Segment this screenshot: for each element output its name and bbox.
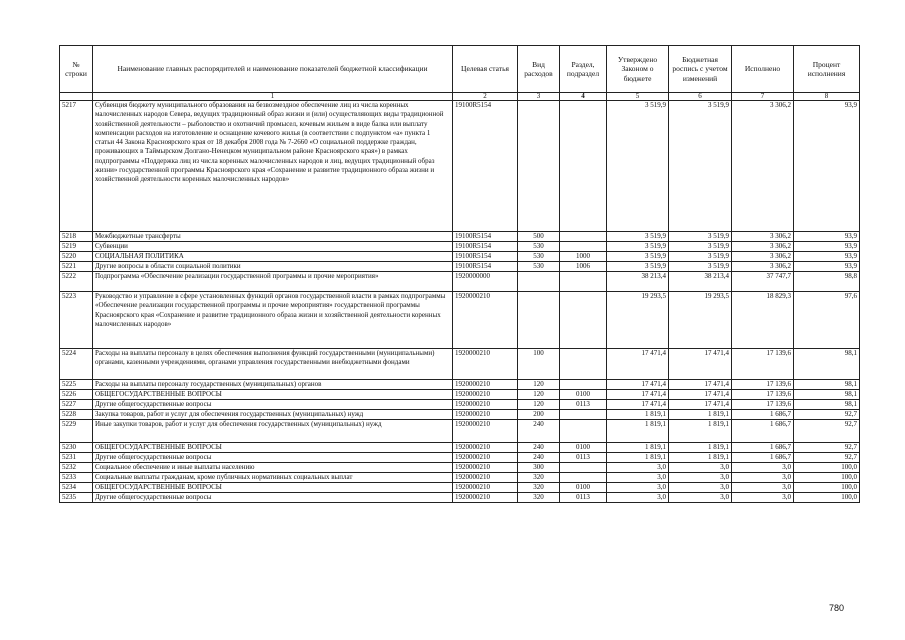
approved-amount: 3 519,9 [607, 242, 669, 252]
target-article: 1920000210 [453, 463, 518, 473]
table-row [60, 400, 860, 410]
target-article: 1920000210 [453, 443, 518, 453]
column-number: 4 [560, 93, 607, 101]
target-article: 1920000210 [453, 400, 518, 410]
column-number: 3 [518, 93, 560, 101]
executed-amount: 3 306,2 [732, 242, 794, 252]
target-article: 19100R5154 [453, 262, 518, 272]
row-name: Межбюджетные трансферты [93, 232, 453, 242]
section-code [560, 292, 607, 349]
row-name: Субвенция бюджету муниципального образования на безвозмездное обеспечение лиц из числа коренных малочисленных народов Севера, ведущих традиционный образ жизни и (или) осуществляющих виды традиционной хозяйственной деятельности – рыболовство и охотничий промысел, кочевым жильем в виде балка или выплату компенсации расходов на изготовление и оснащение кочевого жилья (в соответствии с подпунктом «а» пункта 1 статьи 44 Закона Красноярского края от 18 декабря 2008 года № 7-2660 «О социальной поддержке граждан, проживающих в Таймырском Долгано-Ненецком муниципальном районе Красноярского края») в рамках подпрограммы «Поддержка лиц из числа коренных малочисленных народов и лиц, ведущих традиционный образ жизни» государственной программы Красноярского края «Сохранение и развитие традиционного образа жизни и хозяйственной деятельности коренных малочисленных народов» [93, 101, 453, 232]
row-number: 5233 [60, 473, 93, 483]
row-name: Руководство и управление в сфере установленных функций органов государственной власти в рамках подпрограммы «Обеспечение реализации государственной программы и прочие мероприятия» государственной программы Красноярского края «Сохранение и развитие традиционного образа жизни и хозяйственной деятельности коренных малочисленных народов» [93, 292, 453, 349]
table-row [60, 483, 860, 493]
executed-amount: 37 747,7 [732, 272, 794, 292]
executed-amount: 1 686,7 [732, 420, 794, 443]
table-row [60, 493, 860, 503]
approved-amount: 1 819,1 [607, 420, 669, 443]
column-number: 8 [794, 93, 860, 101]
section-code: 0113 [560, 493, 607, 503]
section-code [560, 463, 607, 473]
target-article: 19100R5154 [453, 101, 518, 232]
section-code: 1006 [560, 262, 607, 272]
section-code [560, 410, 607, 420]
expense-kind: 240 [518, 443, 560, 453]
expense-kind: 120 [518, 400, 560, 410]
expense-kind: 120 [518, 390, 560, 400]
executed-amount: 1 686,7 [732, 443, 794, 453]
executed-amount: 1 686,7 [732, 410, 794, 420]
row-number: 5217 [60, 101, 93, 232]
expense-kind: 200 [518, 410, 560, 420]
approved-amount: 38 213,4 [607, 272, 669, 292]
execution-percent: 92,7 [794, 420, 860, 443]
section-code [560, 349, 607, 380]
executed-amount: 3 306,2 [732, 232, 794, 242]
column-number-row [60, 93, 860, 101]
table-row [60, 232, 860, 242]
budget-amount: 17 471,4 [669, 349, 732, 380]
expense-kind: 530 [518, 242, 560, 252]
approved-amount: 3,0 [607, 483, 669, 493]
target-article: 1920000210 [453, 390, 518, 400]
row-number: 5224 [60, 349, 93, 380]
budget-amount: 3 519,9 [669, 252, 732, 262]
executed-amount: 3,0 [732, 493, 794, 503]
target-article: 19100R5154 [453, 252, 518, 262]
row-number: 5229 [60, 420, 93, 443]
budget-amount: 1 819,1 [669, 443, 732, 453]
row-number: 5218 [60, 232, 93, 242]
execution-percent: 93,9 [794, 252, 860, 262]
column-number: 7 [732, 93, 794, 101]
budget-amount: 3 519,9 [669, 101, 732, 232]
table-row [60, 420, 860, 443]
expense-kind [518, 292, 560, 349]
expense-kind: 530 [518, 262, 560, 272]
row-number: 5235 [60, 493, 93, 503]
row-name: Другие общегосударственные вопросы [93, 400, 453, 410]
budget-table [59, 45, 860, 503]
expense-kind [518, 272, 560, 292]
expense-kind: 320 [518, 493, 560, 503]
column-number: 2 [453, 93, 518, 101]
execution-percent: 92,7 [794, 410, 860, 420]
section-code [560, 242, 607, 252]
executed-amount: 3,0 [732, 463, 794, 473]
executed-amount: 3 306,2 [732, 101, 794, 232]
budget-amount: 3 519,9 [669, 232, 732, 242]
target-article: 1920000210 [453, 410, 518, 420]
approved-amount: 3,0 [607, 463, 669, 473]
table-row [60, 262, 860, 272]
executed-amount: 3 306,2 [732, 262, 794, 272]
execution-percent: 98,1 [794, 349, 860, 380]
execution-percent: 98,8 [794, 272, 860, 292]
expense-kind: 100 [518, 349, 560, 380]
section-code [560, 101, 607, 232]
approved-amount: 3,0 [607, 473, 669, 483]
row-number: 5227 [60, 400, 93, 410]
approved-amount: 3,0 [607, 493, 669, 503]
row-number: 5226 [60, 390, 93, 400]
execution-percent: 93,9 [794, 232, 860, 242]
execution-percent: 100,0 [794, 483, 860, 493]
header-row [60, 46, 860, 93]
approved-amount: 17 471,4 [607, 390, 669, 400]
approved-amount: 17 471,4 [607, 380, 669, 390]
row-name: Другие общегосударственные вопросы [93, 493, 453, 503]
section-code: 0100 [560, 443, 607, 453]
header-percent: Процент исполнения [794, 46, 860, 93]
budget-amount: 1 819,1 [669, 410, 732, 420]
table-row [60, 272, 860, 292]
approved-amount: 17 471,4 [607, 400, 669, 410]
table-body [60, 101, 860, 503]
table-row [60, 380, 860, 390]
approved-amount: 1 819,1 [607, 443, 669, 453]
header-executed: Исполнено [732, 46, 794, 93]
header-row-number: № строки [60, 46, 93, 93]
row-name: ОБЩЕГОСУДАРСТВЕННЫЕ ВОПРОСЫ [93, 390, 453, 400]
expense-kind: 240 [518, 453, 560, 463]
execution-percent: 92,7 [794, 453, 860, 463]
row-name: Социальное обеспечение и иные выплаты населению [93, 463, 453, 473]
approved-amount: 1 819,1 [607, 410, 669, 420]
column-number: 5 [607, 93, 669, 101]
target-article: 19100R5154 [453, 232, 518, 242]
row-number: 5234 [60, 483, 93, 493]
section-code [560, 272, 607, 292]
execution-percent: 100,0 [794, 463, 860, 473]
approved-amount: 19 293,5 [607, 292, 669, 349]
row-name: ОБЩЕГОСУДАРСТВЕННЫЕ ВОПРОСЫ [93, 443, 453, 453]
expense-kind: 320 [518, 483, 560, 493]
table-row [60, 443, 860, 453]
executed-amount: 3,0 [732, 483, 794, 493]
budget-amount: 3,0 [669, 473, 732, 483]
target-article: 1920000210 [453, 420, 518, 443]
row-number: 5222 [60, 272, 93, 292]
expense-kind: 530 [518, 252, 560, 262]
row-name: Другие вопросы в области социальной политики [93, 262, 453, 272]
section-code [560, 420, 607, 443]
row-name: Подпрограмма «Обеспечение реализации государственной программы и прочие мероприятия» [93, 272, 453, 292]
target-article: 1920000210 [453, 453, 518, 463]
executed-amount: 1 686,7 [732, 453, 794, 463]
table-row [60, 101, 860, 232]
row-name: СОЦИАЛЬНАЯ ПОЛИТИКА [93, 252, 453, 262]
header-budget-schedule: Бюджетная роспись с учетом изменений [669, 46, 732, 93]
row-number: 5228 [60, 410, 93, 420]
row-number: 5223 [60, 292, 93, 349]
budget-amount: 3,0 [669, 493, 732, 503]
row-name: Иные закупки товаров, работ и услуг для обеспечения государственных (муниципальных) нужд [93, 420, 453, 443]
target-article: 19100R5154 [453, 242, 518, 252]
target-article: 1920000000 [453, 272, 518, 292]
executed-amount: 17 139,6 [732, 380, 794, 390]
expense-kind: 500 [518, 232, 560, 242]
expense-kind: 320 [518, 473, 560, 483]
row-number: 5230 [60, 443, 93, 453]
section-code: 1000 [560, 252, 607, 262]
header-section: Раздел, подраздел [560, 46, 607, 93]
execution-percent: 100,0 [794, 493, 860, 503]
row-number: 5225 [60, 380, 93, 390]
header-target-article: Целевая статья [453, 46, 518, 93]
executed-amount: 17 139,6 [732, 400, 794, 410]
approved-amount: 17 471,4 [607, 349, 669, 380]
page-number: 780 [829, 603, 845, 613]
execution-percent: 93,9 [794, 101, 860, 232]
header-name: Наименование главных распорядителей и наименование показателей бюджетной классификации [93, 46, 453, 93]
table-row [60, 453, 860, 463]
execution-percent: 93,9 [794, 262, 860, 272]
expense-kind: 300 [518, 463, 560, 473]
table-row [60, 349, 860, 380]
table-row [60, 463, 860, 473]
execution-percent: 97,6 [794, 292, 860, 349]
execution-percent: 93,9 [794, 242, 860, 252]
budget-amount: 17 471,4 [669, 400, 732, 410]
executed-amount: 3,0 [732, 473, 794, 483]
execution-percent: 100,0 [794, 473, 860, 483]
executed-amount: 3 306,2 [732, 252, 794, 262]
approved-amount: 3 519,9 [607, 252, 669, 262]
row-name: Расходы на выплаты персоналу в целях обеспечения выполнения функций государственными (муниципальными) органами, казенными учреждениями, органами управления государственными внебюджетными фондами [93, 349, 453, 380]
row-name: ОБЩЕГОСУДАРСТВЕННЫЕ ВОПРОСЫ [93, 483, 453, 493]
column-number: 1 [93, 93, 453, 101]
row-name: Социальные выплаты гражданам, кроме публичных нормативных социальных выплат [93, 473, 453, 483]
expense-kind: 120 [518, 380, 560, 390]
executed-amount: 17 139,6 [732, 390, 794, 400]
row-name: Другие общегосударственные вопросы [93, 453, 453, 463]
target-article: 1920000210 [453, 292, 518, 349]
row-number: 5219 [60, 242, 93, 252]
budget-amount: 38 213,4 [669, 272, 732, 292]
approved-amount: 3 519,9 [607, 232, 669, 242]
budget-amount: 19 293,5 [669, 292, 732, 349]
target-article: 1920000210 [453, 473, 518, 483]
budget-amount: 3,0 [669, 483, 732, 493]
header-expense-kind: Вид расходов [518, 46, 560, 93]
table-row [60, 473, 860, 483]
row-number: 5231 [60, 453, 93, 463]
expense-kind [518, 101, 560, 232]
budget-amount: 3 519,9 [669, 262, 732, 272]
row-name: Закупка товаров, работ и услуг для обеспечения государственных (муниципальных) нужд [93, 410, 453, 420]
approved-amount: 3 519,9 [607, 101, 669, 232]
target-article: 1920000210 [453, 483, 518, 493]
table-row [60, 252, 860, 262]
budget-amount: 1 819,1 [669, 420, 732, 443]
approved-amount: 1 819,1 [607, 453, 669, 463]
budget-amount: 17 471,4 [669, 380, 732, 390]
expense-kind: 240 [518, 420, 560, 443]
budget-amount: 3,0 [669, 463, 732, 473]
row-name: Субвенции [93, 242, 453, 252]
row-name: Расходы на выплаты персоналу государственных (муниципальных) органов [93, 380, 453, 390]
row-number: 5221 [60, 262, 93, 272]
section-code: 0100 [560, 390, 607, 400]
target-article: 1920000210 [453, 349, 518, 380]
target-article: 1920000210 [453, 380, 518, 390]
table-row [60, 242, 860, 252]
execution-percent: 98,1 [794, 380, 860, 390]
section-code: 0113 [560, 400, 607, 410]
section-code [560, 473, 607, 483]
table-row [60, 390, 860, 400]
table-row [60, 410, 860, 420]
header-approved: Утверждено Законом о бюджете [607, 46, 669, 93]
section-code: 0100 [560, 483, 607, 493]
execution-percent: 98,1 [794, 390, 860, 400]
section-code [560, 232, 607, 242]
executed-amount: 18 829,3 [732, 292, 794, 349]
target-article: 1920000210 [453, 493, 518, 503]
budget-amount: 17 471,4 [669, 390, 732, 400]
column-number: 6 [669, 93, 732, 101]
executed-amount: 17 139,6 [732, 349, 794, 380]
execution-percent: 92,7 [794, 443, 860, 453]
approved-amount: 3 519,9 [607, 262, 669, 272]
table-row [60, 292, 860, 349]
budget-amount: 3 519,9 [669, 242, 732, 252]
row-number: 5232 [60, 463, 93, 473]
section-code [560, 380, 607, 390]
execution-percent: 98,1 [794, 400, 860, 410]
budget-amount: 1 819,1 [669, 453, 732, 463]
table-header [60, 46, 860, 101]
section-code: 0113 [560, 453, 607, 463]
column-number [60, 93, 93, 101]
row-number: 5220 [60, 252, 93, 262]
